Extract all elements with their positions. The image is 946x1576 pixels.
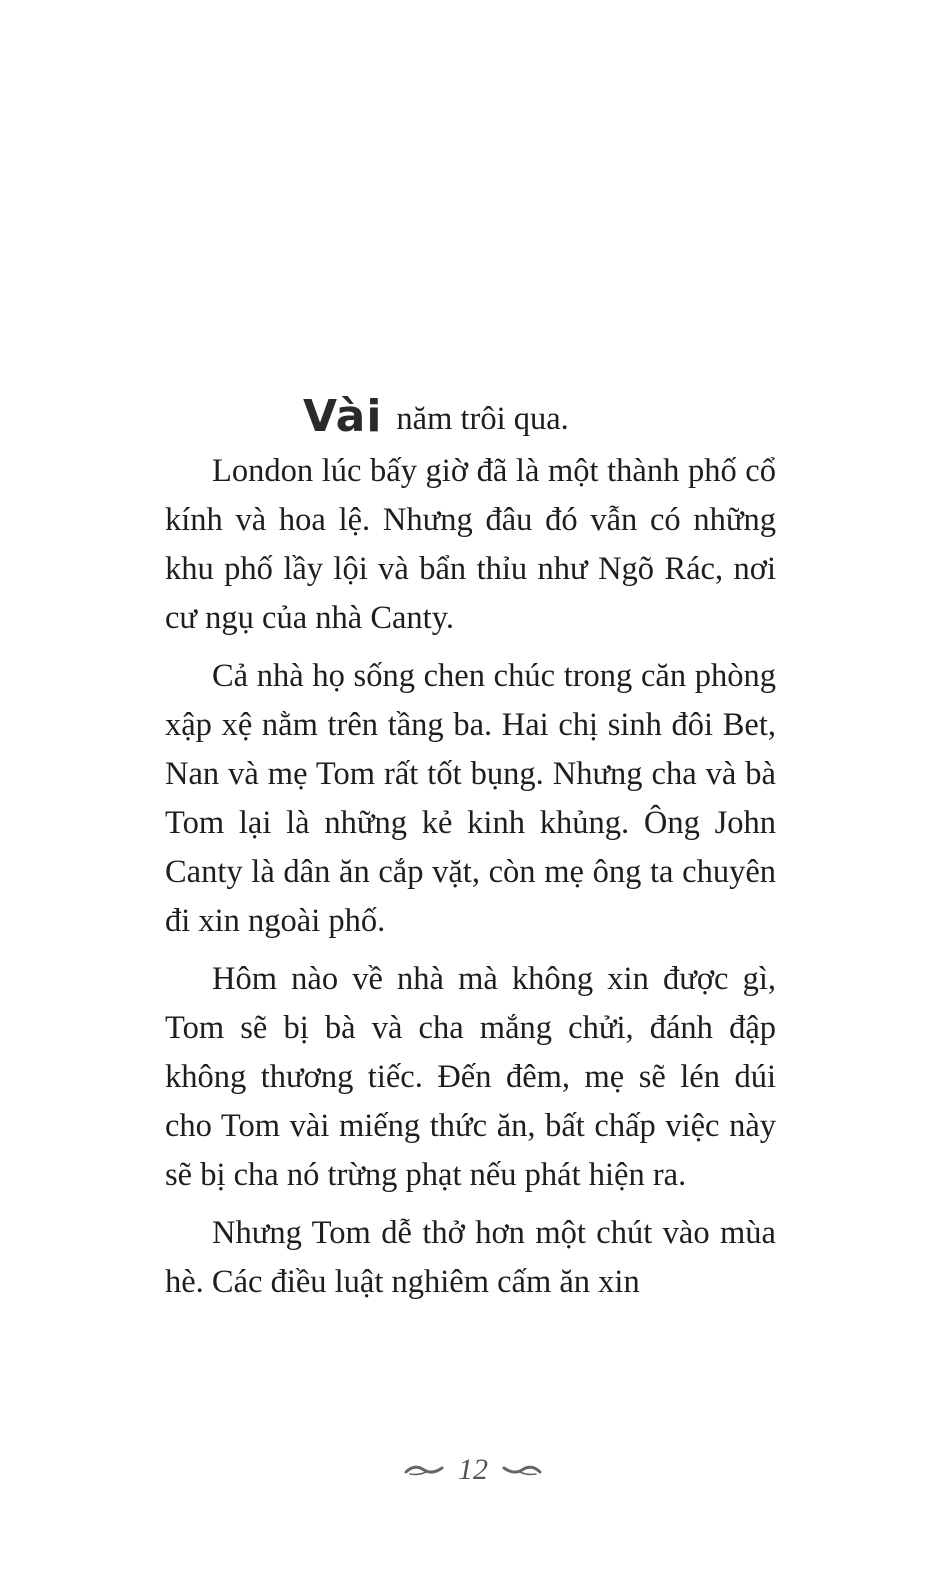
right-flourish-icon bbox=[502, 1462, 542, 1478]
paragraph-2: Cả nhà họ sống chen chúc trong căn phòng xập xệ nằm trên tầng ba. Hai chị sinh đôi Bet, Nan và mẹ Tom rất tốt bụng. Nhưng cha và bà Tom lại là những kẻ kinh khủng. Ông John Canty là dân ăn cắp vặt, còn mẹ ông ta chuyên đi xin ngoài phố. bbox=[165, 658, 776, 939]
page-footer bbox=[0, 1448, 946, 1492]
drop-word: Vài bbox=[303, 391, 383, 442]
paragraph-1: London lúc bấy giờ đã là một thành phố cổ kính và hoa lệ. Nhưng đâu đó vẫn có những khu phố lầy lội và bẩn thỉu như Ngõ Rác, nơi cư ngụ của nhà Canty. bbox=[165, 453, 776, 636]
body-text bbox=[165, 392, 776, 1316]
opening-text: năm trôi qua. bbox=[396, 401, 569, 437]
opening-line bbox=[165, 392, 776, 444]
paragraph-4: Nhưng Tom dễ thở hơn một chút vào mùa hè. Các điều luật nghiêm cấm ăn xin bbox=[165, 1215, 776, 1300]
paragraph-3: Hôm nào về nhà mà không xin được gì, Tom sẽ bị bà và cha mắng chửi, đánh đập không thương tiếc. Đến đêm, mẹ sẽ lén dúi cho Tom vài miếng thức ăn, bất chấp việc này sẽ bị cha nó trừng phạt nếu phát hiện ra. bbox=[165, 961, 776, 1193]
page-number: 12 bbox=[458, 1453, 488, 1486]
left-flourish-icon bbox=[404, 1462, 444, 1478]
